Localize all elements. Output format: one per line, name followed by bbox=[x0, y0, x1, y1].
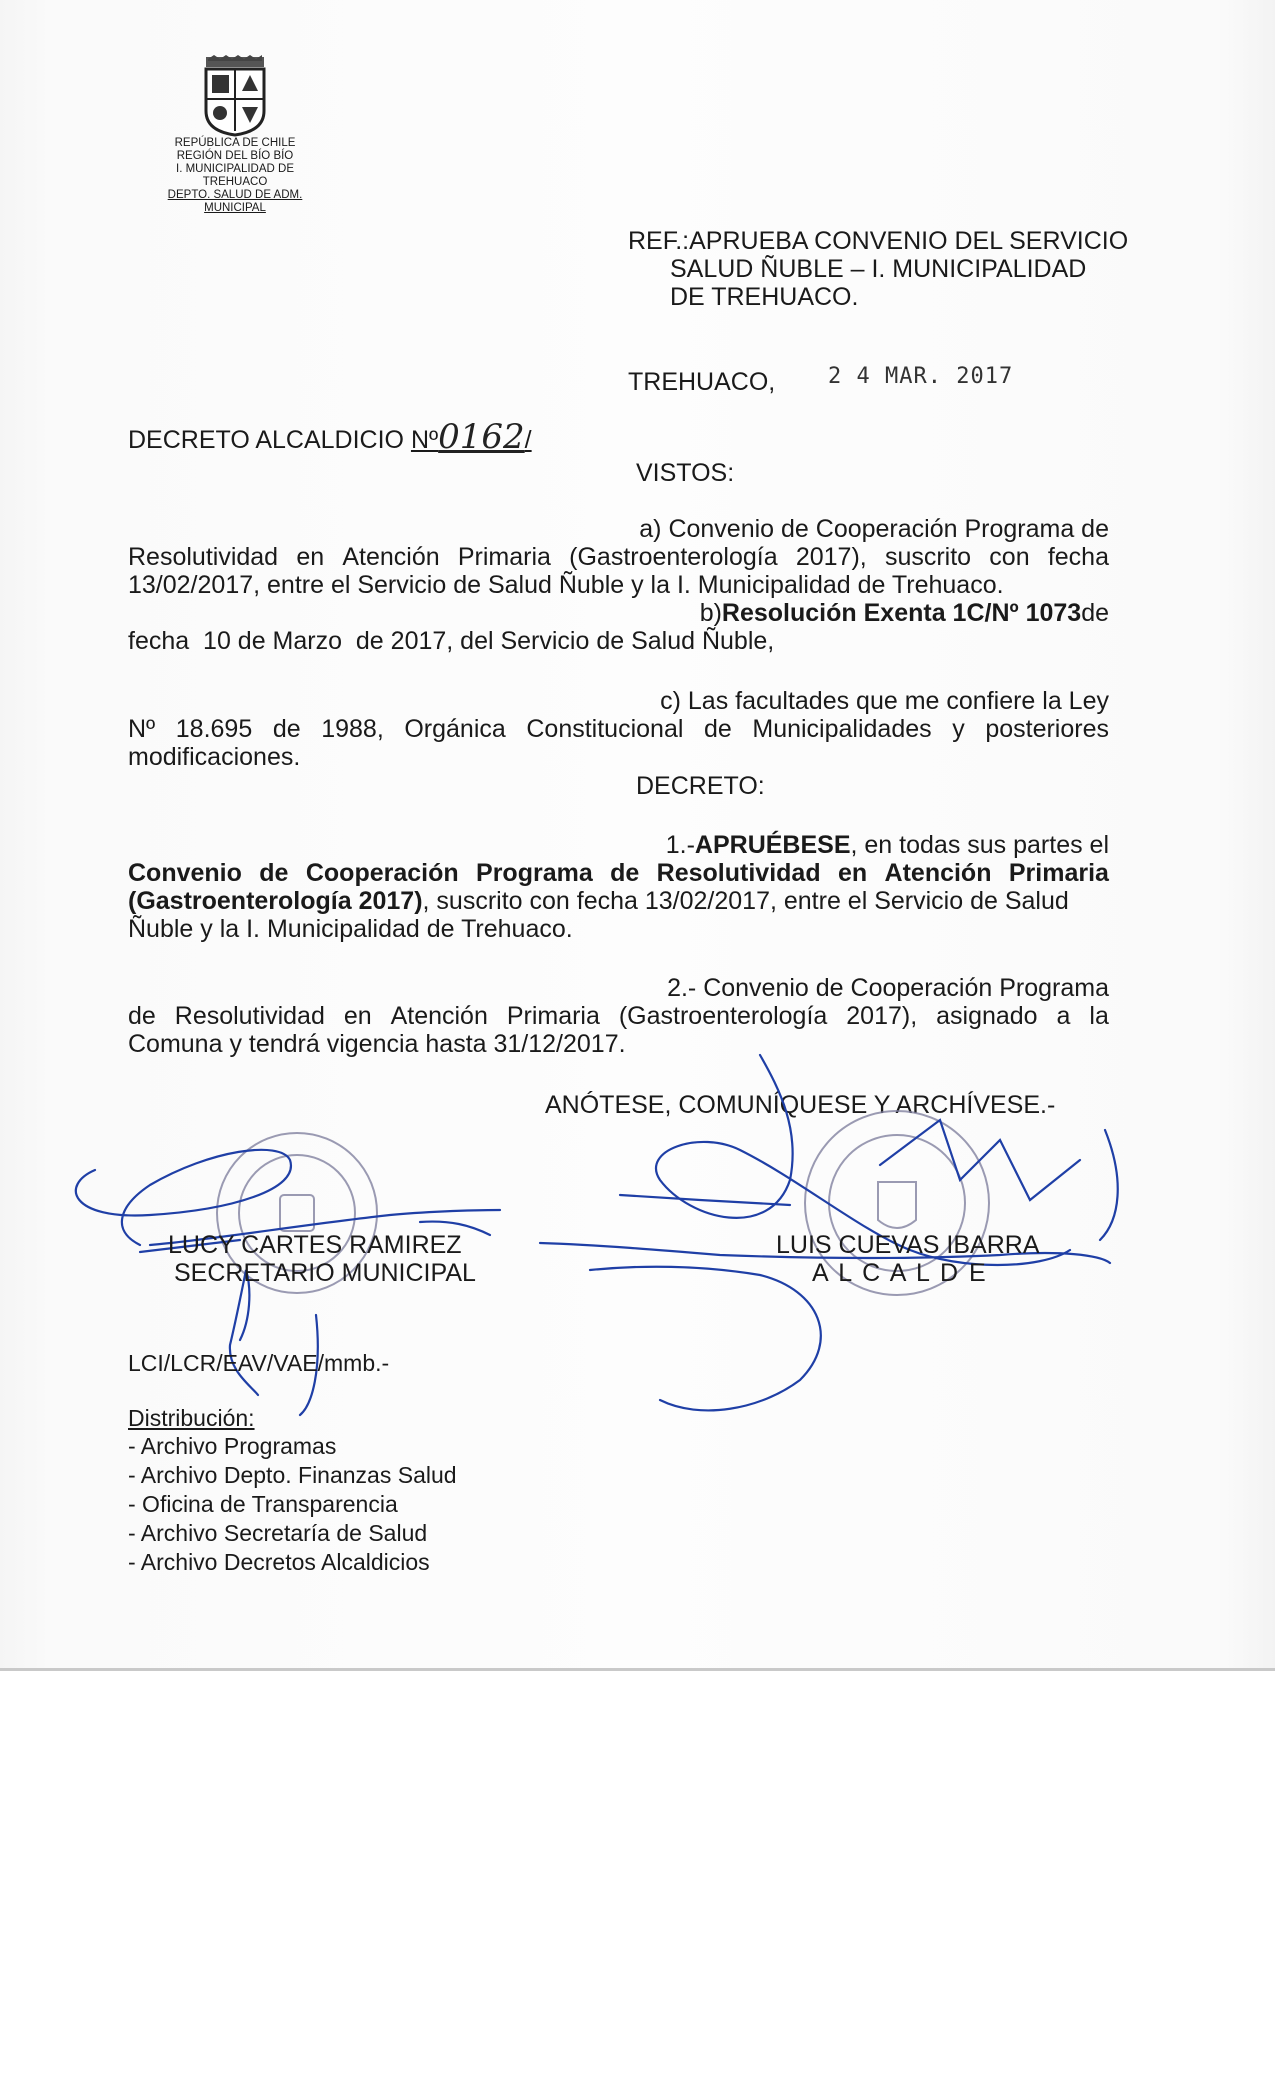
item2-line-1 bbox=[128, 974, 1109, 1002]
word: de bbox=[259, 859, 289, 887]
header-org-line: I. MUNICIPALIDAD DE TREHUACO bbox=[176, 163, 294, 188]
word: de bbox=[703, 715, 732, 743]
word: Municipalidades bbox=[752, 715, 932, 743]
word: Orgánica bbox=[404, 715, 506, 743]
item2-line-3 bbox=[128, 1030, 1109, 1058]
item1-pre: 1.- bbox=[665, 831, 695, 859]
vistos-c-line-1 bbox=[128, 687, 1109, 715]
header-org-line: REPÚBLICA DE CHILE bbox=[174, 137, 296, 149]
vistos-c-line-2 bbox=[128, 715, 1109, 743]
word: (Gastroenterología bbox=[618, 1002, 828, 1030]
vistos-a-line-3 bbox=[128, 571, 1109, 599]
decreto-item-2 bbox=[128, 974, 1109, 1058]
text bbox=[700, 599, 1109, 627]
header-org-line: REGIÓN DEL BÍO BÍO bbox=[176, 150, 294, 162]
vistos-a-line-2 bbox=[128, 543, 1109, 571]
place: TREHUACO, bbox=[628, 368, 776, 396]
word: en bbox=[343, 1002, 372, 1030]
vistos-b-pre: b) bbox=[699, 599, 722, 627]
text: Comuna y tendrá vigencia hasta 31/12/2017. bbox=[128, 1030, 626, 1058]
word: posteriores bbox=[985, 715, 1109, 743]
item1-approve: APRUÉBESE bbox=[694, 831, 851, 859]
header-org bbox=[160, 137, 310, 215]
word: de bbox=[128, 1002, 156, 1030]
coat-of-arms-logo bbox=[200, 55, 270, 137]
vistos-b-post: de bbox=[1081, 599, 1109, 627]
word: Atención bbox=[884, 859, 992, 887]
distribution-item: - Archivo Decretos Alcaldicios bbox=[128, 1549, 430, 1575]
mayor-name: LUIS CUEVAS IBARRA bbox=[776, 1231, 1040, 1259]
ref-line-1: REF.:APRUEBA CONVENIO DEL SERVICIO bbox=[628, 227, 1129, 255]
ref-line-3: DE TREHUACO. bbox=[670, 283, 859, 311]
decree-number bbox=[128, 417, 532, 457]
word: y bbox=[952, 715, 965, 743]
item1-line-4 bbox=[128, 915, 1109, 943]
text: modificaciones. bbox=[128, 743, 301, 771]
word: Programa bbox=[476, 859, 593, 887]
word: con bbox=[989, 543, 1030, 571]
word: fecha bbox=[1047, 543, 1109, 571]
vistos-b bbox=[128, 599, 1109, 655]
text bbox=[128, 887, 1069, 915]
text: 2.- Convenio de Cooperación Programa bbox=[667, 974, 1109, 1002]
text: Ñuble y la I. Municipalidad de Trehuaco. bbox=[128, 915, 573, 943]
item1-line-2 bbox=[128, 859, 1109, 887]
word: Resolutividad bbox=[128, 543, 279, 571]
distribution-item: - Archivo Secretaría de Salud bbox=[128, 1520, 428, 1546]
text: 13/02/2017, entre el Servicio de Salud Ñuble y la I. Municipalidad de Trehuaco. bbox=[128, 571, 1004, 599]
distribution-item: - Archivo Programas bbox=[128, 1433, 337, 1459]
initials: LCI/LCR/EAV/VAE/mmb.- bbox=[128, 1350, 390, 1376]
word: 18.695 bbox=[175, 715, 253, 743]
word: Cooperación bbox=[305, 859, 459, 887]
text: fecha 10 de Marzo de 2017, del Servicio de Salud Ñuble, bbox=[128, 627, 775, 655]
item1-line-1 bbox=[128, 831, 1109, 859]
decreto-heading: DECRETO: bbox=[636, 772, 765, 800]
word: en bbox=[296, 543, 325, 571]
vistos-a bbox=[128, 515, 1109, 599]
decree-suffix: / bbox=[524, 426, 532, 454]
distribution-item: - Oficina de Transparencia bbox=[128, 1491, 398, 1517]
word: 1988, bbox=[321, 715, 384, 743]
text: c) Las facultades que me confiere la Ley bbox=[660, 687, 1109, 715]
word: Convenio bbox=[128, 859, 242, 887]
distribution-heading: Distribución: bbox=[128, 1405, 255, 1431]
word: Resolutividad bbox=[656, 859, 821, 887]
text: a) Convenio de Cooperación Programa de bbox=[639, 515, 1109, 543]
word: suscrito bbox=[884, 543, 972, 571]
word: 2017), bbox=[795, 543, 867, 571]
word: (Gastroenterología bbox=[569, 543, 778, 571]
text bbox=[666, 831, 1109, 859]
decreto-item-1 bbox=[128, 831, 1109, 943]
ref-line-2: SALUD ÑUBLE – I. MUNICIPALIDAD bbox=[670, 255, 1087, 283]
decree-prefix: Nº bbox=[410, 426, 439, 454]
word: a bbox=[1056, 1002, 1071, 1030]
word: Primaria bbox=[457, 543, 551, 571]
vistos-b-line-2 bbox=[128, 627, 1109, 655]
header-dept: DEPTO. SALUD DE ADM. MUNICIPAL bbox=[167, 189, 303, 214]
item2-line-2 bbox=[128, 1002, 1109, 1030]
word: de bbox=[610, 859, 640, 887]
secretary-name: LUCY CARTES RAMIREZ bbox=[168, 1231, 462, 1259]
word: Constitucional bbox=[526, 715, 684, 743]
word: asignado bbox=[936, 1002, 1038, 1030]
item1-program: (Gastroenterología 2017) bbox=[128, 887, 423, 915]
distribution-item: - Archivo Depto. Finanzas Salud bbox=[128, 1462, 457, 1488]
word: Primaria bbox=[506, 1002, 600, 1030]
vistos-heading: VISTOS: bbox=[636, 459, 735, 487]
item1-post: , en todas sus partes el bbox=[850, 831, 1109, 859]
word: de bbox=[272, 715, 301, 743]
word: Resolutividad bbox=[174, 1002, 325, 1030]
word: Atención bbox=[390, 1002, 488, 1030]
decree-handwritten-number: 0162 bbox=[438, 417, 525, 457]
mayor-title: A L C A L D E bbox=[812, 1259, 988, 1287]
word: 2017), bbox=[846, 1002, 918, 1030]
item1-line-3 bbox=[128, 887, 1109, 915]
vistos-c bbox=[128, 687, 1109, 771]
word: en bbox=[837, 859, 868, 887]
date-stamp: 2 4 MAR. 2017 bbox=[828, 364, 1014, 389]
word: la bbox=[1089, 1002, 1109, 1030]
vistos-c-line-3 bbox=[128, 743, 1109, 771]
vistos-b-line-1 bbox=[128, 599, 1109, 627]
vistos-a-line-1 bbox=[128, 515, 1109, 543]
secretary-title: SECRETARIO MUNICIPAL bbox=[174, 1259, 476, 1287]
word: Primaria bbox=[1008, 859, 1109, 887]
decree-label: DECRETO ALCALDICIO bbox=[128, 426, 411, 454]
item1-rest: , suscrito con fecha 13/02/2017, entre el Servicio de Salud bbox=[422, 887, 1069, 915]
word: Nº bbox=[128, 715, 156, 743]
resolution-ref: Resolución Exenta 1C/Nº 1073 bbox=[721, 599, 1082, 627]
closing: ANÓTESE, COMUNÍQUESE Y ARCHÍVESE.- bbox=[545, 1091, 1056, 1119]
word: Atención bbox=[342, 543, 440, 571]
